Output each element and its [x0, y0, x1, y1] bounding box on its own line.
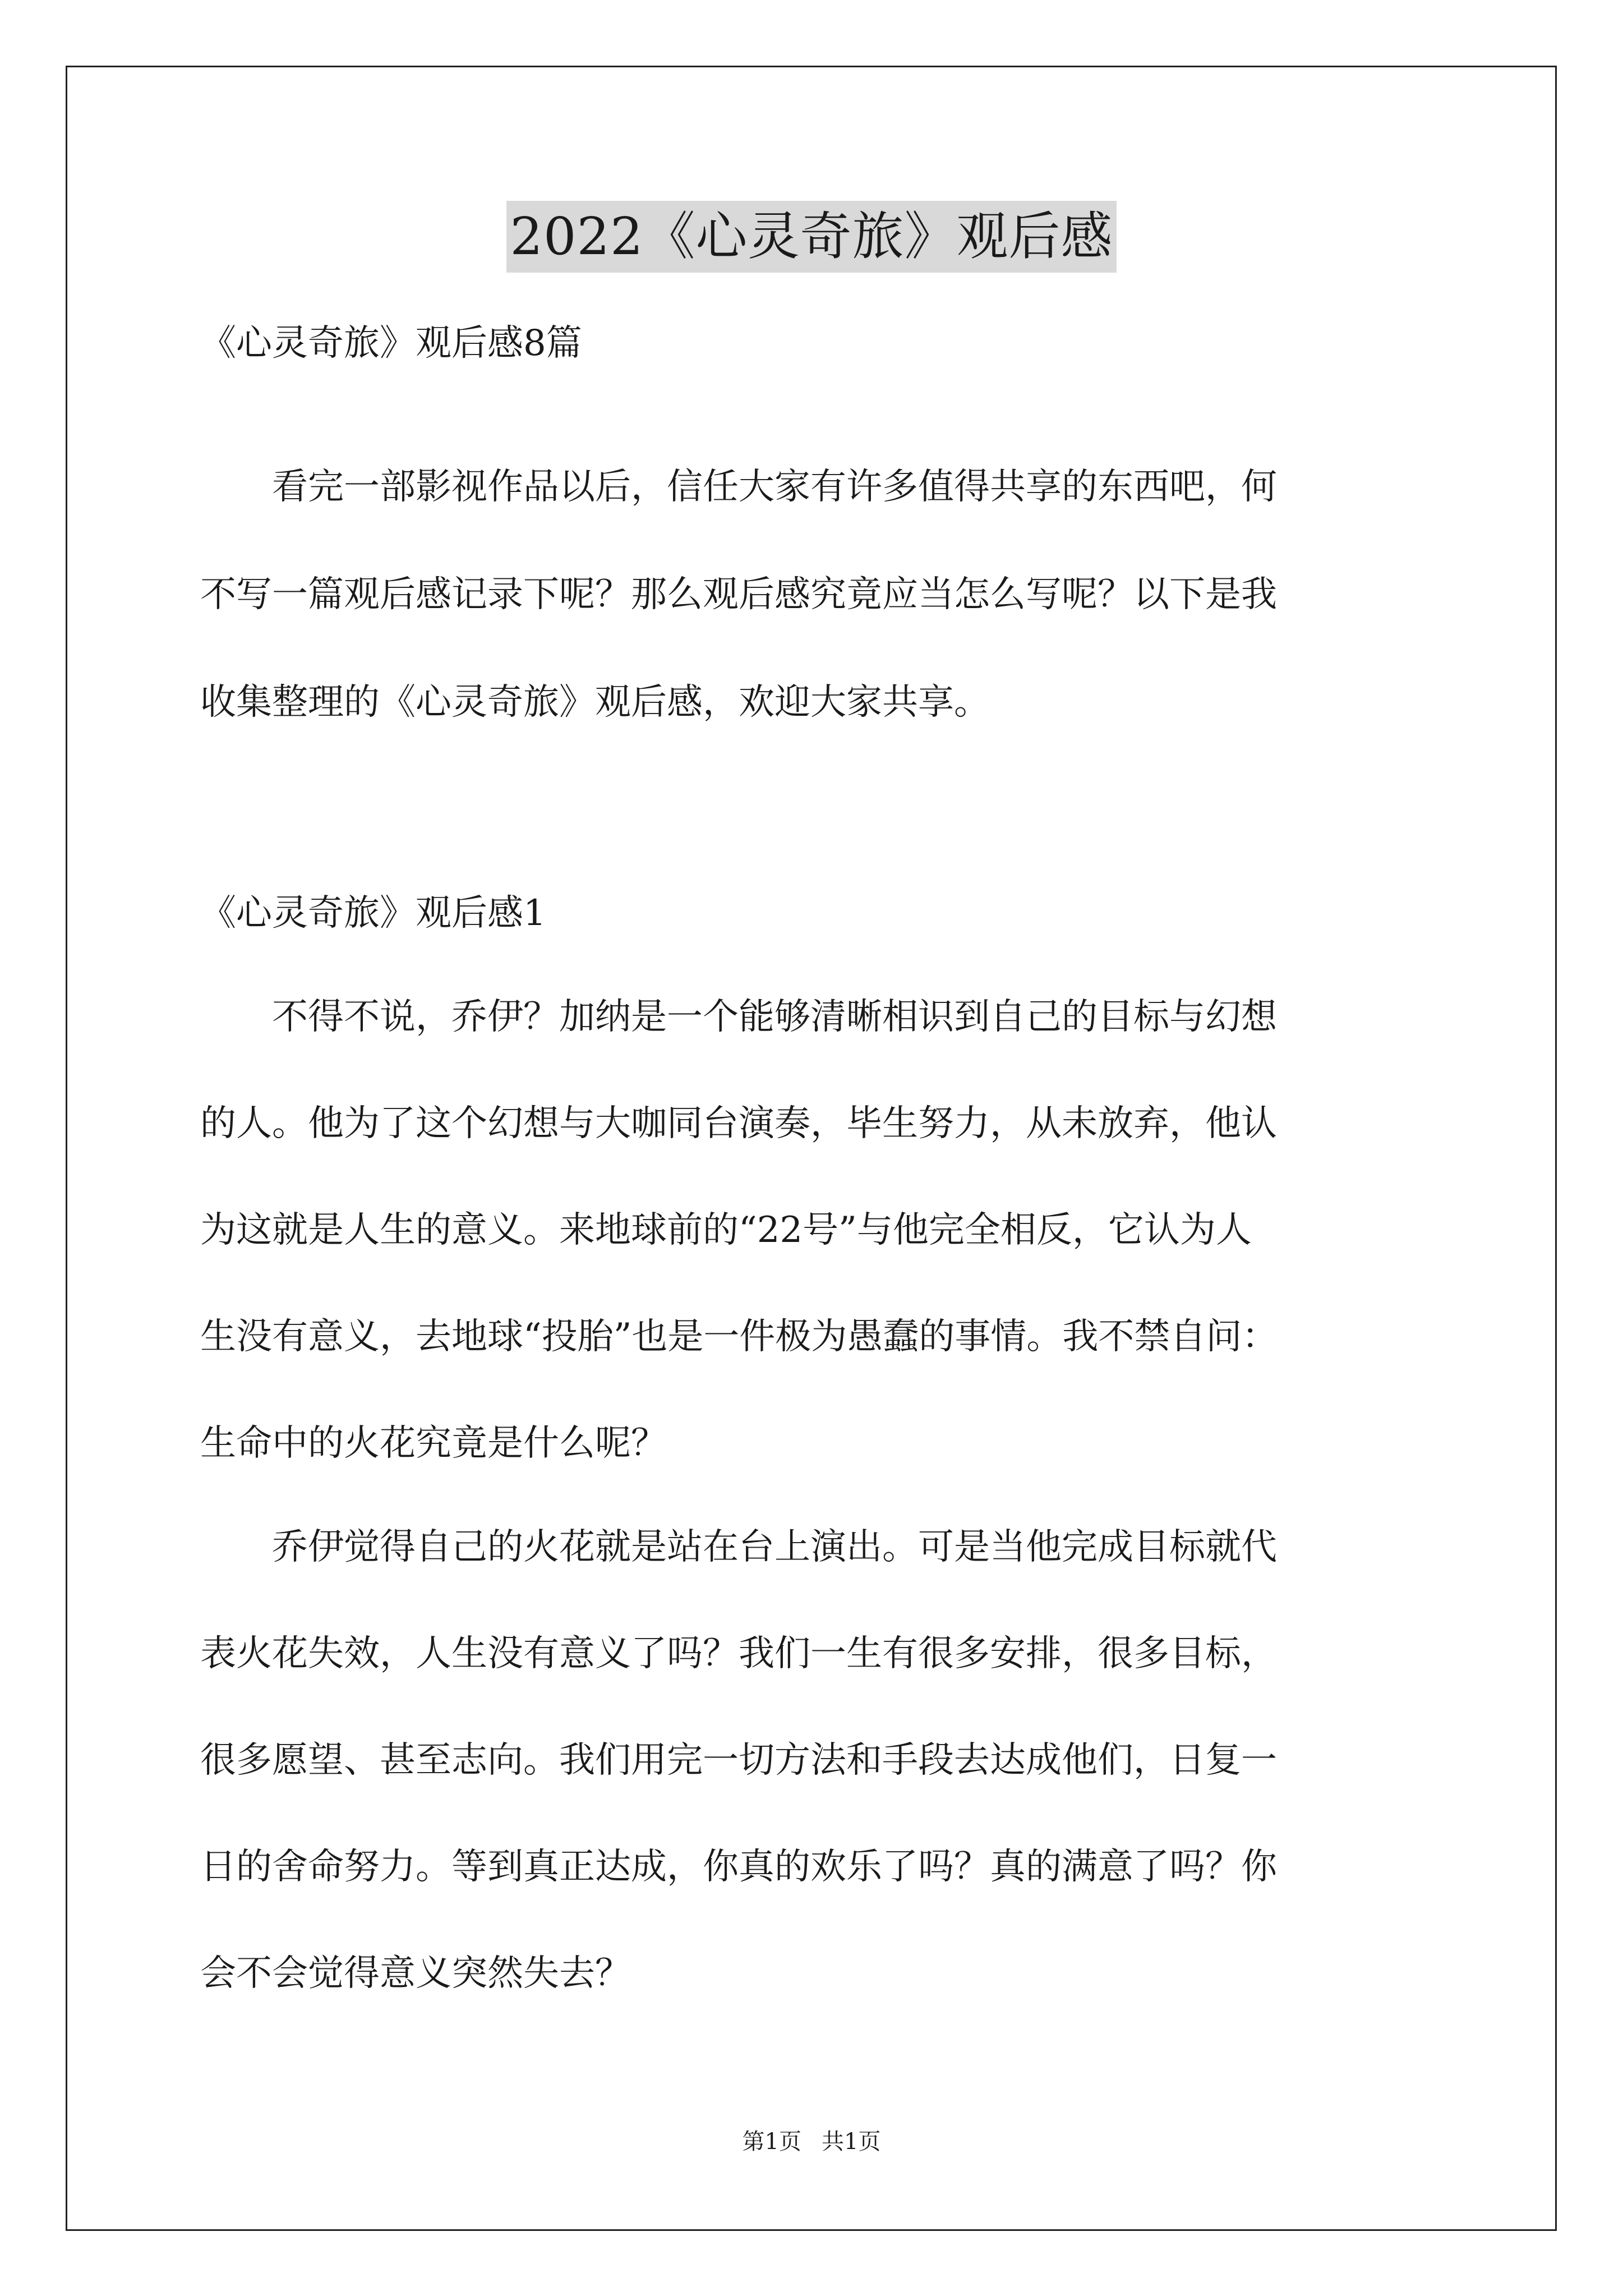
paragraph-line: 表火花失效，人生没有意义了吗？我们一生有很多安排，很多目标， [200, 1633, 1277, 1674]
paragraph-line: 不得不说，乔伊？加纳是一个能够清晰相识到自己的目标与幻想 [200, 996, 1277, 1038]
paragraph-line: 为这就是人生的意义。来地球前的“22号”与他完全相反，它认为人 [200, 1209, 1252, 1251]
intro-line: 不写一篇观后感记录下呢？那么观后感究竟应当怎么写呢？以下是我 [200, 574, 1277, 615]
paragraph-line: 很多愿望、甚至志向。我们用完一切方法和手段去达成他们，日复一 [200, 1740, 1277, 1781]
page-number: 第1页 [742, 2129, 801, 2155]
page-total: 共1页 [822, 2129, 881, 2155]
intro-line: 收集整理的《心灵奇旅》观后感，欢迎大家共享。 [200, 682, 990, 723]
paragraph-line: 乔伊觉得自己的火花就是站在台上演出。可是当他完成目标就代 [200, 1526, 1277, 1568]
paragraph-line: 的人。他为了这个幻想与大咖同台演奏，毕生努力，从未放弃，他认 [200, 1103, 1277, 1144]
paragraph-line: 生命中的火花究竟是什么呢？ [200, 1423, 667, 1464]
paragraph-line: 日的舍命努力。等到真正达成，你真的欢乐了吗？真的满意了吗？你 [200, 1846, 1277, 1888]
subtitle: 《心灵奇旅》观后感8篇 [200, 323, 582, 364]
paragraph-line: 会不会觉得意义突然失去？ [200, 1953, 631, 1994]
intro-line: 看完一部影视作品以后，信任大家有许多值得共享的东西吧，何 [200, 466, 1277, 508]
title-container [0, 201, 1623, 273]
section-heading: 《心灵奇旅》观后感1 [200, 892, 546, 934]
page-footer [0, 2125, 1623, 2159]
paragraph-line: 生没有意义，去地球“投胎”也是一件极为愚蠢的事情。我不禁自问： [200, 1316, 1278, 1358]
document-title: 2022《心灵奇旅》观后感 [506, 201, 1116, 273]
